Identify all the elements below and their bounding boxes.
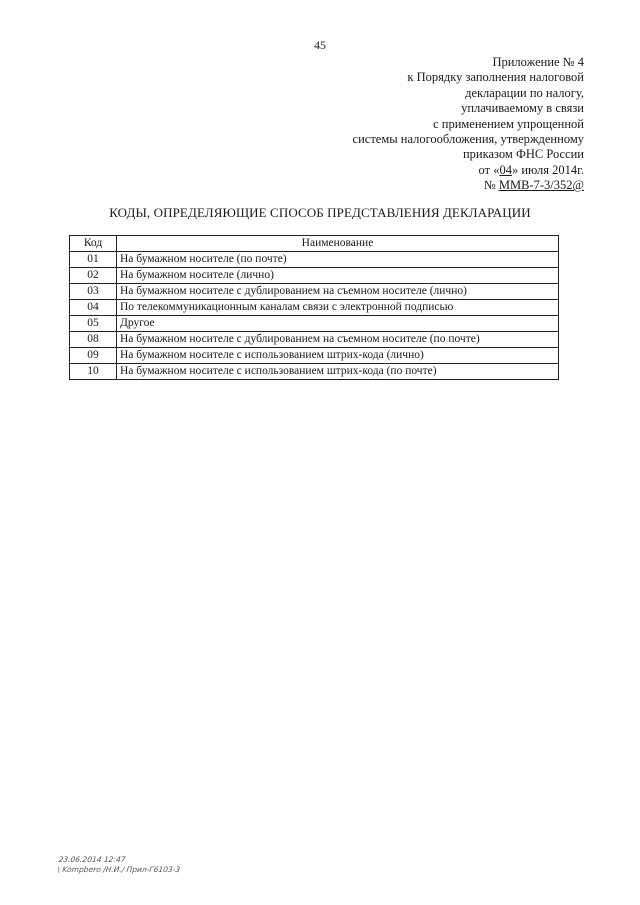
row-code: 02 <box>70 268 117 284</box>
appendix-date <box>284 163 584 178</box>
appendix-line-1: к Порядку заполнения налоговой <box>407 70 584 85</box>
row-name: На бумажном носителе (по почте) <box>117 252 559 268</box>
table-row <box>70 284 559 300</box>
table-row <box>70 268 559 284</box>
row-name: На бумажном носителе с использованием штрих-кода (по почте) <box>117 364 559 380</box>
appendix-title: Приложение № 4 <box>492 55 584 69</box>
footer-timestamp: 23.06.2014 12:47 <box>58 855 127 864</box>
row-name: На бумажном носителе (лично) <box>117 268 559 284</box>
order-prefix: № <box>483 178 499 193</box>
appendix-line-5: системы налогообложения, утвержденному <box>352 132 584 147</box>
row-code: 03 <box>70 284 117 300</box>
table-row <box>70 332 559 348</box>
date-suffix: » июля 2014г. <box>511 162 584 177</box>
row-code: 01 <box>70 252 117 268</box>
date-prefix: от « <box>478 162 500 177</box>
document-title: КОДЫ, ОПРЕДЕЛЯЮЩИЕ СПОСОБ ПРЕДСТАВЛЕНИЯ ДЕКЛАРАЦИИ <box>109 205 531 220</box>
appendix-line-6: приказом ФНС России <box>462 147 584 162</box>
footer-stamp <box>57 855 182 875</box>
order-number: ММВ-7-3/352@ <box>498 178 584 193</box>
table-row <box>70 348 559 364</box>
appendix-line-2: декларации по налогу, <box>465 85 584 100</box>
header-name: Наименование <box>117 236 559 252</box>
row-code: 10 <box>70 364 117 380</box>
appendix-line-4: с применением упрощенной <box>433 116 584 131</box>
appendix-header <box>284 55 584 194</box>
row-name: На бумажном носителе с дублированием на съемном носителе (по почте) <box>117 332 559 348</box>
appendix-line-3: уплачиваемому в связи <box>461 101 584 116</box>
page-number: 45 <box>314 38 326 52</box>
row-code: 04 <box>70 300 117 316</box>
table-header-row <box>70 236 559 252</box>
row-name: На бумажном носителе с дублированием на съемном носителе (лично) <box>117 284 559 300</box>
codes-table <box>69 235 559 380</box>
appendix-order <box>284 178 584 193</box>
row-name: Другое <box>117 316 559 332</box>
header-code: Код <box>70 236 117 252</box>
row-code: 05 <box>70 316 117 332</box>
table-row <box>70 364 559 380</box>
date-day: 04 <box>499 162 512 177</box>
row-name: По телекоммуникационным каналам связи с электронной подписью <box>117 300 559 316</box>
row-name: На бумажном носителе с использованием штрих-кода (лично) <box>117 348 559 364</box>
row-code: 09 <box>70 348 117 364</box>
footer-author: \ Kompbero /H.И./ Прил-Г6103-3 <box>57 865 181 874</box>
row-code: 08 <box>70 332 117 348</box>
table-row <box>70 316 559 332</box>
table-row <box>70 252 559 268</box>
table-row <box>70 300 559 316</box>
